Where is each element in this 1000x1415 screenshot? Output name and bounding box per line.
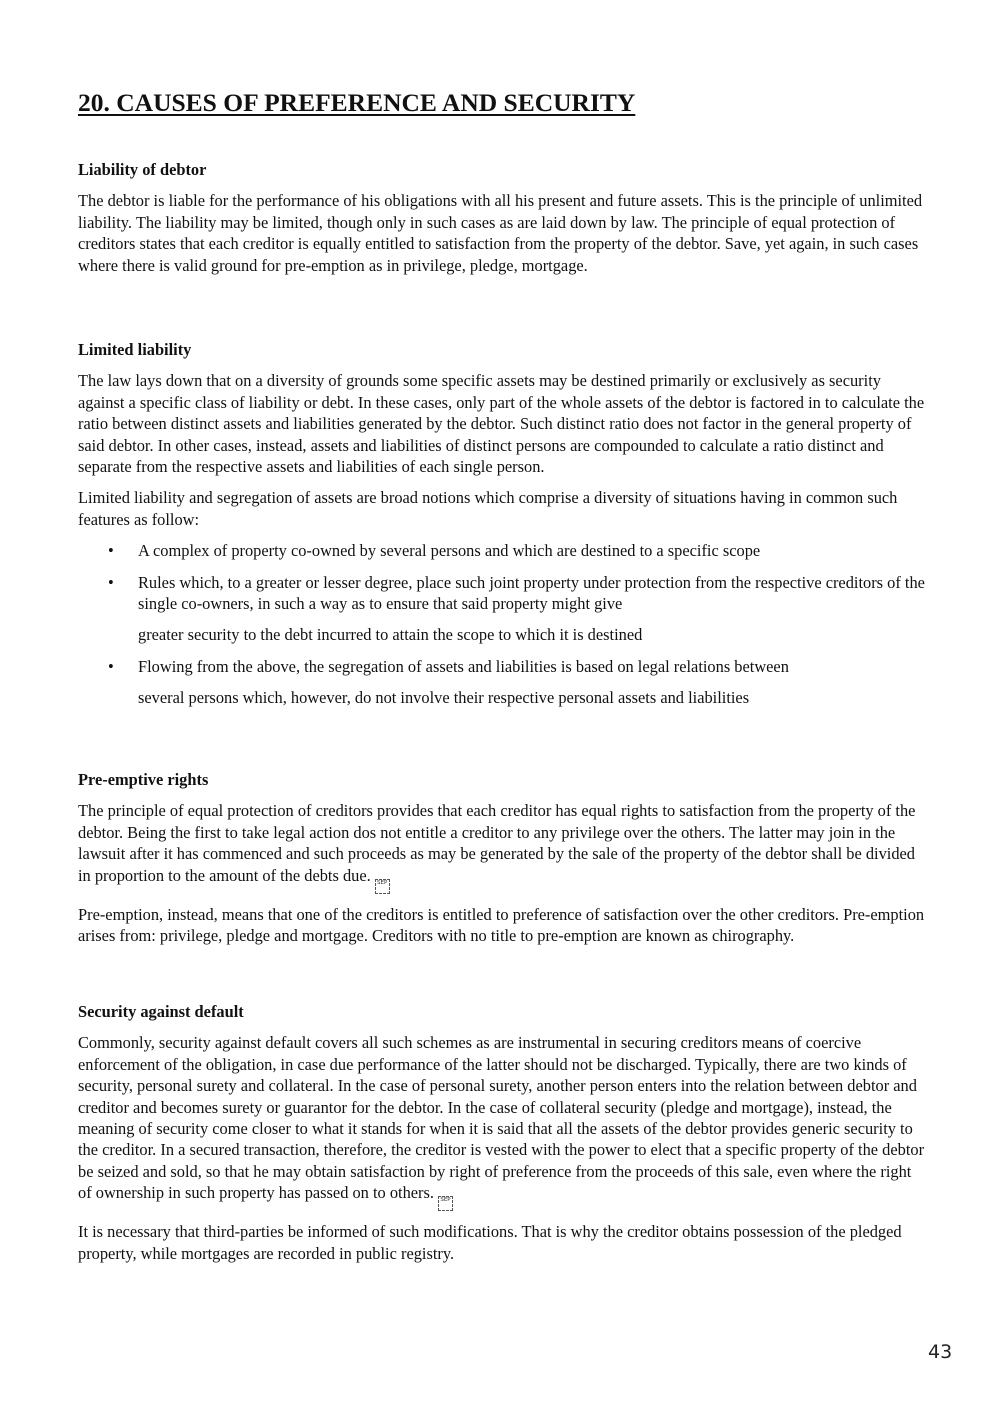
list-item — [78, 656, 928, 709]
section-heading: Security against default — [78, 1002, 244, 1021]
section-limited-liability — [78, 339, 928, 719]
bullet-icon: • — [108, 572, 114, 592]
list-item-text: Rules which, to a greater or lesser degree, place such joint property under protection from the respective creditors of the single co-owners, in such a way as to ensure that said property might give — [138, 572, 925, 614]
paragraph-text: Commonly, security against default covers all such schemes as are instrumental in securing creditors means of coercive enforcement of the obligation, in case due performance of the latter should not be discharged. Typically, there are two kinds of security, personal surety and collateral. In the case of personal surety, another person enters into the relation between debtor and creditor and becomes surety or guarantor for the debtor. In the case of collateral security (pledge and mortgage), instead, the meaning of security come closer to what it stands for when it is said that all the assets of the debtor provides generic security to the creditor. In a secured transaction, therefore, the creditor is vested with the power to elect that a specific property of the debtor be seized and sold, so that he may obtain satisfaction by right of preference from the proceeds of this sale, even where the right of ownership in such property has passed on to others. — [78, 1033, 925, 1203]
section-heading: Liability of debtor — [78, 160, 207, 179]
paragraph — [78, 1032, 928, 1211]
section-security-against-default — [78, 1001, 928, 1274]
list-item-text: A complex of property co-owned by several persons and which are destined to a specific scope — [138, 541, 761, 561]
paragraph — [78, 800, 928, 893]
page-title: 20. CAUSES OF PREFERENCE AND SECURITY — [78, 88, 636, 117]
paragraph: Limited liability and segregation of assets are broad notions which comprise a diversity of situations having in common such features as follow: — [78, 488, 898, 529]
section-pre-emptive-rights — [78, 769, 928, 956]
paragraph-text: The principle of equal protection of creditors provides that each creditor has equal rights to satisfaction from the property of the debtor. Being the first to take legal action dos not entitle a creditor to any privilege over the others. The latter may join in the lawsuit after it has commenced and such proceeds as may be generated by the sale of the property of the debtor shall be divided in proportion to the amount of the debts due. — [78, 801, 916, 885]
page-number: 43 — [928, 1341, 953, 1363]
sep-glyph-icon: SEP — [375, 879, 390, 894]
section-heading: Limited liability — [78, 340, 192, 359]
paragraph: Pre-emption, instead, means that one of the creditors is entitled to preference of satisfaction over the other creditors. Pre-emption arises from: privilege, pledge and mortgage. Creditors with no title to pre-emption are known as chirography. — [78, 904, 925, 946]
list-item — [78, 540, 928, 561]
list-item-continuation: greater security to the debt incurred to attain the scope to which it is destined — [138, 625, 643, 645]
bullet-list — [78, 540, 928, 708]
sep-glyph-icon: SEP — [438, 1196, 453, 1211]
list-item-continuation: several persons which, however, do not involve their respective personal assets and liabilities — [138, 688, 750, 708]
paragraph: The debtor is liable for the performance of his obligations with all his present and future assets. This is the principle of unlimited liability. The liability may be limited, though only in such cases as are laid down by law. The principle of equal protection of creditors states that each creditor is equally entitled to satisfaction from the property of the debtor. Save, yet again, in such cases where there is valid ground for pre-emption as in privilege, pledge, mortgage. — [78, 191, 923, 275]
paragraph: The law lays down that on a diversity of grounds some specific assets may be destined primarily or exclusively as security against a specific class of liability or debt. In these cases, only part of the whole assets of the debtor is factored in to calculate the ratio between distinct assets and liabilities generated by the debtor. Such distinct ratio does not factor in the general property of said debtor. In other cases, instead, assets and liabilities of distinct persons are compounded to calculate a ratio distinct and separate from the respective assets and liabilities of each single person. — [78, 371, 925, 477]
paragraph: It is necessary that third-parties be informed of such modifications. That is why the creditor obtains possession of the pledged property, while mortgages are recorded in public registry. — [78, 1222, 902, 1263]
list-item — [78, 572, 928, 646]
list-item-text: Flowing from the above, the segregation of assets and liabilities is based on legal relations between — [138, 656, 789, 676]
bullet-icon: • — [108, 656, 114, 676]
bullet-icon: • — [108, 541, 114, 561]
section-liability-of-debtor — [78, 159, 928, 286]
section-heading: Pre-emptive rights — [78, 770, 209, 789]
